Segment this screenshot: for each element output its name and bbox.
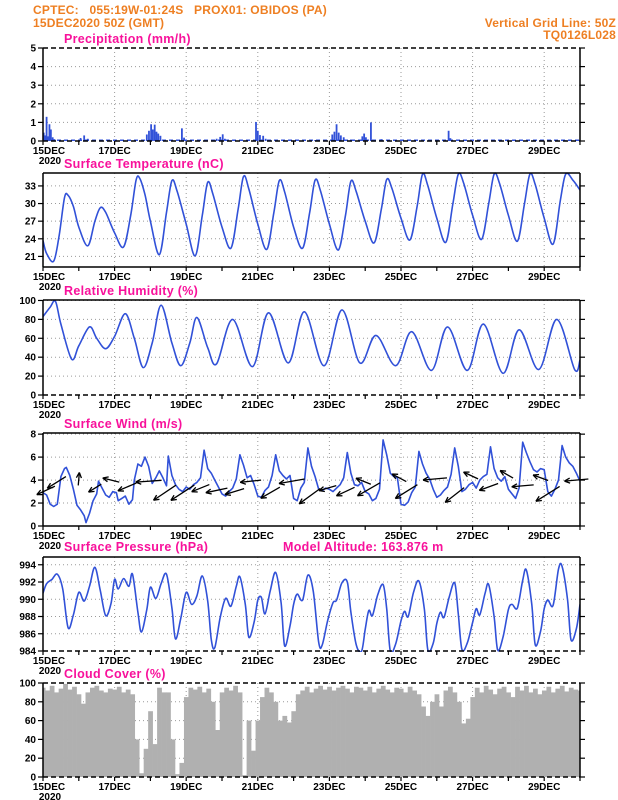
svg-text:992: 992 [19, 577, 36, 589]
svg-text:984: 984 [19, 646, 36, 658]
svg-text:40: 40 [24, 734, 36, 746]
svg-text:25DEC: 25DEC [384, 782, 418, 793]
svg-text:27DEC: 27DEC [456, 400, 489, 411]
svg-text:17DEC: 17DEC [98, 656, 131, 667]
svg-text:20: 20 [24, 371, 36, 383]
svg-text:21DEC: 21DEC [241, 531, 274, 542]
svg-text:2: 2 [30, 99, 36, 111]
svg-text:990: 990 [19, 594, 36, 606]
svg-text:17DEC: 17DEC [98, 782, 131, 793]
svg-text:25DEC: 25DEC [384, 400, 418, 411]
svg-text:23DEC: 23DEC [313, 400, 346, 411]
svg-text:27DEC: 27DEC [456, 272, 489, 283]
svg-text:17DEC: 17DEC [98, 400, 131, 411]
svg-text:15DEC: 15DEC [32, 531, 66, 542]
svg-text:27DEC: 27DEC [456, 782, 489, 793]
svg-text:60: 60 [24, 333, 36, 345]
panel-title-precipitation: Precipitation (mm/h) [64, 32, 191, 46]
svg-text:80: 80 [24, 697, 36, 709]
svg-text:21DEC: 21DEC [241, 400, 274, 411]
svg-text:0: 0 [30, 390, 36, 402]
svg-text:25DEC: 25DEC [384, 656, 418, 667]
svg-text:20: 20 [24, 753, 36, 765]
svg-text:80: 80 [24, 314, 36, 326]
svg-text:8: 8 [30, 429, 36, 441]
svg-text:994: 994 [19, 560, 36, 572]
svg-text:30: 30 [24, 199, 36, 211]
svg-text:15DEC: 15DEC [32, 272, 66, 283]
svg-text:19DEC: 19DEC [170, 272, 203, 283]
svg-text:0: 0 [30, 136, 36, 148]
svg-text:5: 5 [30, 43, 36, 55]
svg-text:21DEC: 21DEC [241, 782, 274, 793]
svg-text:21: 21 [24, 251, 36, 263]
svg-text:2020: 2020 [38, 666, 62, 677]
svg-text:986: 986 [19, 629, 36, 641]
svg-text:15DEC: 15DEC [32, 782, 66, 793]
svg-text:17DEC: 17DEC [98, 272, 131, 283]
svg-text:19DEC: 19DEC [170, 531, 203, 542]
svg-text:29DEC: 29DEC [528, 146, 561, 157]
svg-text:6: 6 [30, 452, 36, 464]
svg-text:19DEC: 19DEC [170, 782, 203, 793]
svg-text:21DEC: 21DEC [241, 272, 274, 283]
svg-text:23DEC: 23DEC [313, 272, 346, 283]
svg-text:15DEC: 15DEC [32, 656, 66, 667]
svg-text:17DEC: 17DEC [98, 146, 131, 157]
svg-text:23DEC: 23DEC [313, 146, 346, 157]
panel-title-model-altitude: Model Altitude: 163.876 m [283, 540, 444, 554]
svg-text:2020: 2020 [38, 282, 62, 293]
svg-text:29DEC: 29DEC [528, 531, 561, 542]
svg-text:27: 27 [24, 216, 36, 228]
svg-text:19DEC: 19DEC [170, 656, 203, 667]
header-datetime: 15DEC2020 50Z (GMT) [33, 16, 165, 30]
svg-text:29DEC: 29DEC [528, 400, 561, 411]
svg-text:2020: 2020 [38, 541, 62, 552]
svg-text:25DEC: 25DEC [384, 531, 418, 542]
svg-text:21DEC: 21DEC [241, 656, 274, 667]
svg-text:29DEC: 29DEC [528, 272, 561, 283]
svg-text:100: 100 [19, 678, 36, 690]
svg-text:29DEC: 29DEC [528, 782, 561, 793]
svg-text:17DEC: 17DEC [98, 531, 131, 542]
svg-text:15DEC: 15DEC [32, 400, 66, 411]
svg-text:27DEC: 27DEC [456, 656, 489, 667]
panel-title-cloud-cover: Cloud Cover (%) [64, 667, 166, 681]
svg-text:21DEC: 21DEC [241, 146, 274, 157]
header-grid-line-note: Vertical Grid Line: 50Z [484, 16, 616, 30]
svg-text:25DEC: 25DEC [384, 146, 418, 157]
panel-title-wind: Surface Wind (m/s) [64, 417, 183, 431]
svg-text:23DEC: 23DEC [313, 656, 346, 667]
svg-text:23DEC: 23DEC [313, 531, 346, 542]
svg-text:33: 33 [24, 181, 36, 193]
svg-text:100: 100 [19, 295, 36, 307]
svg-text:0: 0 [30, 521, 36, 533]
svg-text:24: 24 [24, 234, 36, 246]
svg-text:23DEC: 23DEC [313, 782, 346, 793]
svg-text:4: 4 [30, 475, 36, 487]
header-run-id: TQ0126L028 [543, 28, 616, 42]
svg-text:1: 1 [30, 117, 36, 129]
svg-text:27DEC: 27DEC [456, 531, 489, 542]
svg-text:3: 3 [30, 80, 36, 92]
svg-text:29DEC: 29DEC [528, 656, 561, 667]
svg-text:25DEC: 25DEC [384, 272, 418, 283]
svg-text:988: 988 [19, 612, 36, 624]
svg-text:2020: 2020 [38, 410, 62, 421]
svg-text:19DEC: 19DEC [170, 400, 203, 411]
panel-title-humidity: Relative Humidity (%) [64, 284, 199, 298]
svg-text:60: 60 [24, 716, 36, 728]
panel-title-temperature: Surface Temperature (nC) [64, 157, 224, 171]
svg-text:2020: 2020 [38, 792, 62, 800]
header-station-line: CPTEC: 055:19W-01:24S PROX01: OBIDOS (PA) [33, 3, 327, 17]
svg-text:2: 2 [30, 498, 36, 510]
panel-title-pressure: Surface Pressure (hPa) [64, 540, 209, 554]
svg-text:27DEC: 27DEC [456, 146, 489, 157]
svg-text:2020: 2020 [38, 156, 62, 167]
svg-text:40: 40 [24, 352, 36, 364]
svg-text:4: 4 [30, 62, 36, 74]
svg-text:19DEC: 19DEC [170, 146, 203, 157]
svg-text:0: 0 [30, 772, 36, 784]
svg-text:15DEC: 15DEC [32, 146, 66, 157]
